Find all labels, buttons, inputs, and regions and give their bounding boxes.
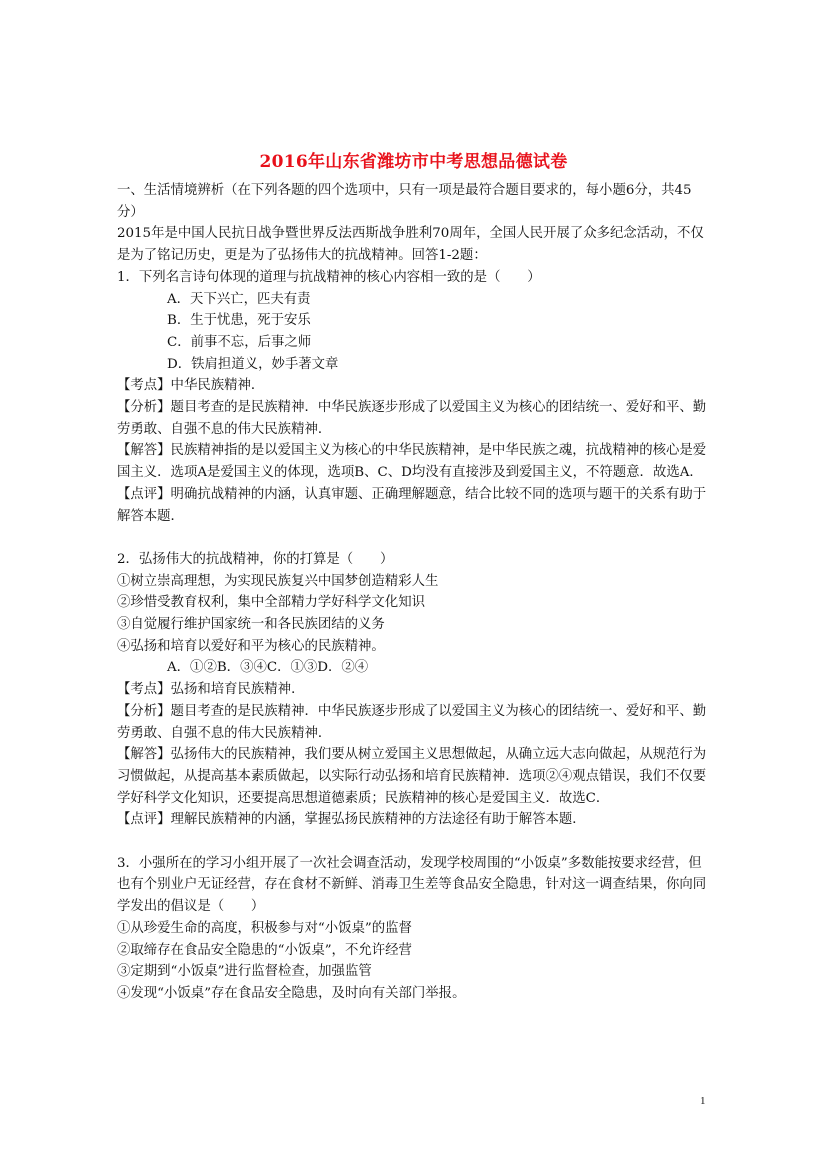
question-1-option-c: C．前事不忘，后事之师 (167, 334, 312, 350)
question-2-item-1: ①树立崇高理想，为实现民族复兴中国梦创造精彩人生 (117, 573, 439, 589)
question-2-item-3: ③自觉履行维护国家统一和各民族团结的义务 (117, 617, 385, 633)
question-2-item-2: ②珍惜受教育权利，集中全部精力学好科学文化知识 (117, 595, 425, 611)
question-2-jieda: 【解答】弘扬伟大的民族精神，我们要从树立爱国主义思想做起，从确立远大志向做起，从规范行为习惯做起，从提高基本素质做起，以实际行动弘扬和培育民族精神．选项②④观点错误，我们不仅要学好科学文化知识，还要提高思想道德素质；民族精神的核心是爱国主义．故选C． (117, 747, 707, 806)
question-1-stem: 1．下列名言诗句体现的道理与抗战精神的核心内容相一致的是（ ） (117, 269, 541, 285)
question-3-item-3: ③定期到“小饭桌”进行监督检查，加强监管 (117, 964, 372, 980)
question-3-stem: 3．小强所在的学习小组开展了一次社会调查活动，发现学校周围的“小饭桌”多数能按要求经营，但也有个别业户无证经营，存在食材不新鲜、消毒卫生差等食品安全隐患，针对这一调查结果，你向同学发出的倡议是（ ） (117, 855, 707, 915)
document-title: 2016年山东省潍坊市中考思想品德试卷 (259, 152, 568, 172)
question-2-dianping: 【点评】理解民族精神的内涵，掌握弘扬民族精神的方法途径有助于解答本题． (117, 812, 586, 828)
question-1-option-d: D．铁肩担道义，妙手著文章 (167, 356, 339, 372)
section-heading: 一、生活情境辨析（在下列各题的四个选项中，只有一项是最符合题目要求的，每小题6分，共45分） (117, 183, 692, 220)
question-3-item-4: ④发现“小饭桌”存在食品安全隐患，及时向有关部门举报。 (117, 985, 466, 1001)
spacer (117, 831, 707, 853)
question-1-fenxi: 【分析】题目考查的是民族精神．中华民族逐步形成了以爱国主义为核心的团结统一、爱好和平、勤劳勇敢、自强不息的伟大民族精神． (117, 400, 707, 437)
question-2-stem: 2．弘扬伟大的抗战精神，你的打算是（ ） (117, 551, 394, 567)
section-intro: 2015年是中国人民抗日战争暨世界反法西斯战争胜利70周年，全国人民开展了众多纪念活动，不仅是为了铭记历史，更是为了弘扬伟大的抗战精神。回答1-2题： (117, 226, 704, 264)
question-2-item-4: ④弘扬和培育以爱好和平为核心的民族精神。 (117, 638, 385, 654)
spacer (117, 527, 707, 549)
question-1-dianping: 【点评】明确抗战精神的内涵，认真审题、正确理解题意，结合比较不同的选项与题干的关系有助于解答本题． (117, 486, 707, 524)
question-1-jieda: 【解答】民族精神指的是以爱国主义为核心的中华民族精神，是中华民族之魂，抗战精神的核心是爱国主义．选项A是爱国主义的体现，选项B、C、D均没有直接涉及到爱国主义，不符题意．故选A． (117, 443, 707, 481)
question-1-option-a: A．天下兴亡，匹夫有责 (167, 291, 311, 307)
question-2-kaodian: 【考点】弘扬和培育民族精神． (117, 682, 305, 698)
question-1-option-b: B．生于忧患，死于安乐 (167, 313, 311, 329)
question-1-kaodian: 【考点】中华民族精神． (117, 378, 265, 394)
document-body (117, 180, 707, 1005)
page-number: 1 (700, 1095, 706, 1107)
question-3-item-2: ②取缔存在食品安全隐患的“小饭桌”，不允许经营 (117, 942, 412, 958)
question-3-item-1: ①从珍爱生命的高度，积极参与对“小饭桌”的监督 (117, 920, 412, 936)
question-2-options: A．①②B．③④C．①③D．②④ (167, 660, 369, 676)
question-2-fenxi: 【分析】题目考查的是民族精神．中华民族逐步形成了以爱国主义为核心的团结统一、爱好和平、勤劳勇敢、自强不息的伟大民族精神． (117, 703, 707, 741)
